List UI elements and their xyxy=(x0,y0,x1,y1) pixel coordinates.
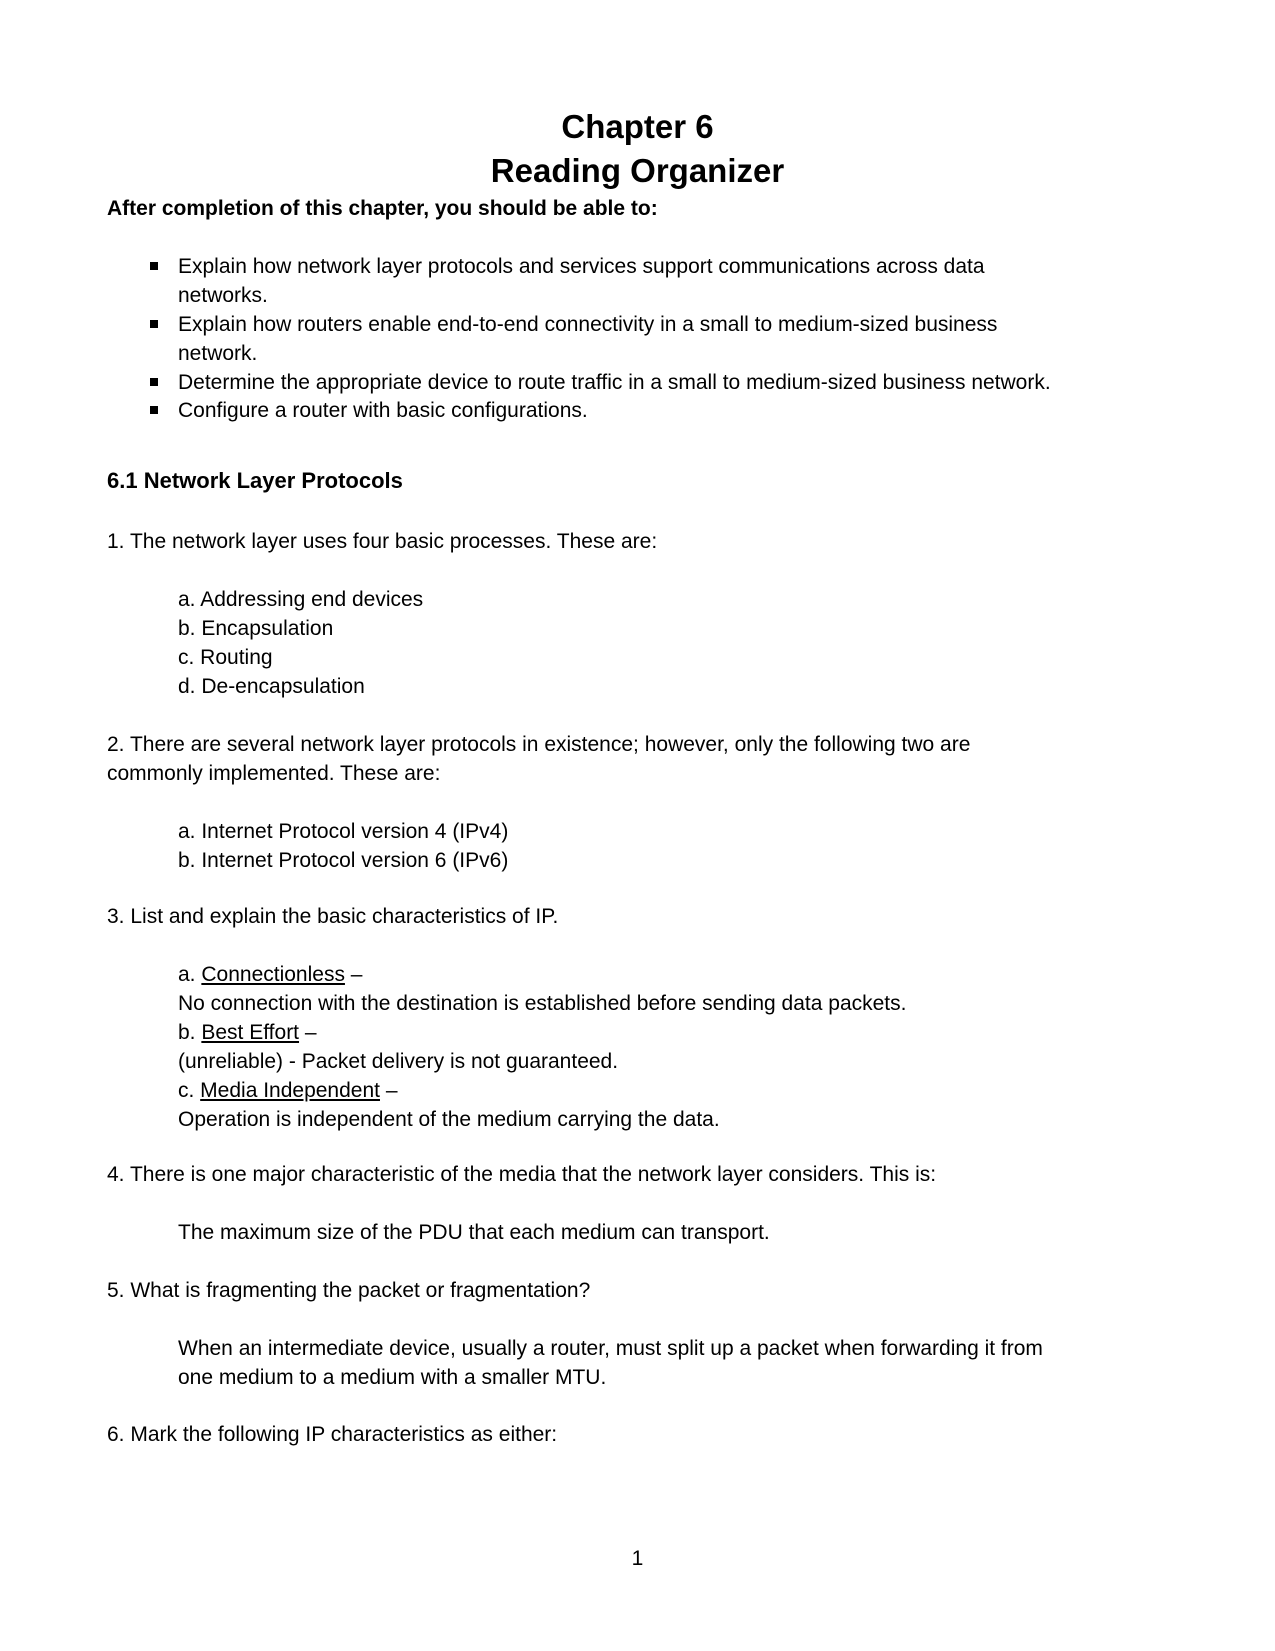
answer-item: c. Routing xyxy=(178,646,273,669)
intro-text: After completion of this chapter, you should be able to: xyxy=(107,197,658,220)
objective-item: Determine the appropriate device to route traffic in a small to medium-sized business network. xyxy=(178,371,1051,394)
answer-item: a. Addressing end devices xyxy=(178,588,424,611)
characteristic-description: (unreliable) - Packet delivery is not guaranteed. xyxy=(178,1050,619,1073)
item-prefix: b. xyxy=(178,1021,202,1044)
answer-text: When an intermediate device, usually a router, must split up a packet when forwarding it from xyxy=(178,1337,1043,1360)
objective-item: Explain how routers enable end-to-end connectivity in a small to medium-sized business xyxy=(178,313,998,336)
objective-item: Configure a router with basic configurations. xyxy=(178,399,588,422)
term-connectionless: Connectionless xyxy=(201,963,345,986)
answer-item: b. Encapsulation xyxy=(178,617,334,640)
answer-text: The maximum size of the PDU that each medium can transport. xyxy=(178,1221,770,1244)
question-6: 6. Mark the following IP characteristics as either: xyxy=(107,1423,558,1446)
bullet-icon xyxy=(150,262,158,270)
question-2-continued: commonly implemented. These are: xyxy=(107,762,441,785)
bullet-icon xyxy=(150,320,158,328)
bullet-icon xyxy=(150,406,158,414)
section-heading: 6.1 Network Layer Protocols xyxy=(107,468,403,493)
item-prefix: a. xyxy=(178,963,202,986)
objective-item-continued: network. xyxy=(178,342,258,365)
item-dash: – xyxy=(379,1079,398,1102)
answer-text-continued: one medium to a medium with a smaller MTU. xyxy=(178,1366,607,1389)
item-dash: – xyxy=(299,1021,317,1044)
chapter-title: Chapter 6 xyxy=(561,108,714,145)
item-dash: – xyxy=(344,963,363,986)
question-2: 2. There are several network layer protocols in existence; however, only the following two are xyxy=(107,733,971,756)
answer-item: a. Internet Protocol version 4 (IPv4) xyxy=(178,820,509,843)
characteristic-term xyxy=(178,960,362,989)
characteristic-description: Operation is independent of the medium carrying the data. xyxy=(178,1108,720,1131)
item-prefix: c. xyxy=(178,1079,201,1102)
question-1: 1. The network layer uses four basic processes. These are: xyxy=(107,530,658,553)
answer-item: b. Internet Protocol version 6 (IPv6) xyxy=(178,849,509,872)
answer-item: d. De-encapsulation xyxy=(178,675,365,698)
characteristic-description: No connection with the destination is established before sending data packets. xyxy=(178,992,907,1015)
page-number: 1 xyxy=(631,1547,644,1570)
question-3: 3. List and explain the basic characteristics of IP. xyxy=(107,905,559,928)
characteristic-term xyxy=(178,1018,317,1047)
objective-item-continued: networks. xyxy=(178,284,268,307)
question-5: 5. What is fragmenting the packet or fragmentation? xyxy=(107,1279,591,1302)
bullet-icon xyxy=(150,378,158,386)
objective-item: Explain how network layer protocols and services support communications across data xyxy=(178,255,985,278)
characteristic-term xyxy=(178,1076,398,1105)
question-4: 4. There is one major characteristic of the media that the network layer considers. This is: xyxy=(107,1163,937,1186)
term-best-effort: Best Effort xyxy=(201,1021,300,1044)
chapter-subtitle: Reading Organizer xyxy=(490,152,785,189)
term-media-independent: Media Independent xyxy=(200,1079,380,1102)
